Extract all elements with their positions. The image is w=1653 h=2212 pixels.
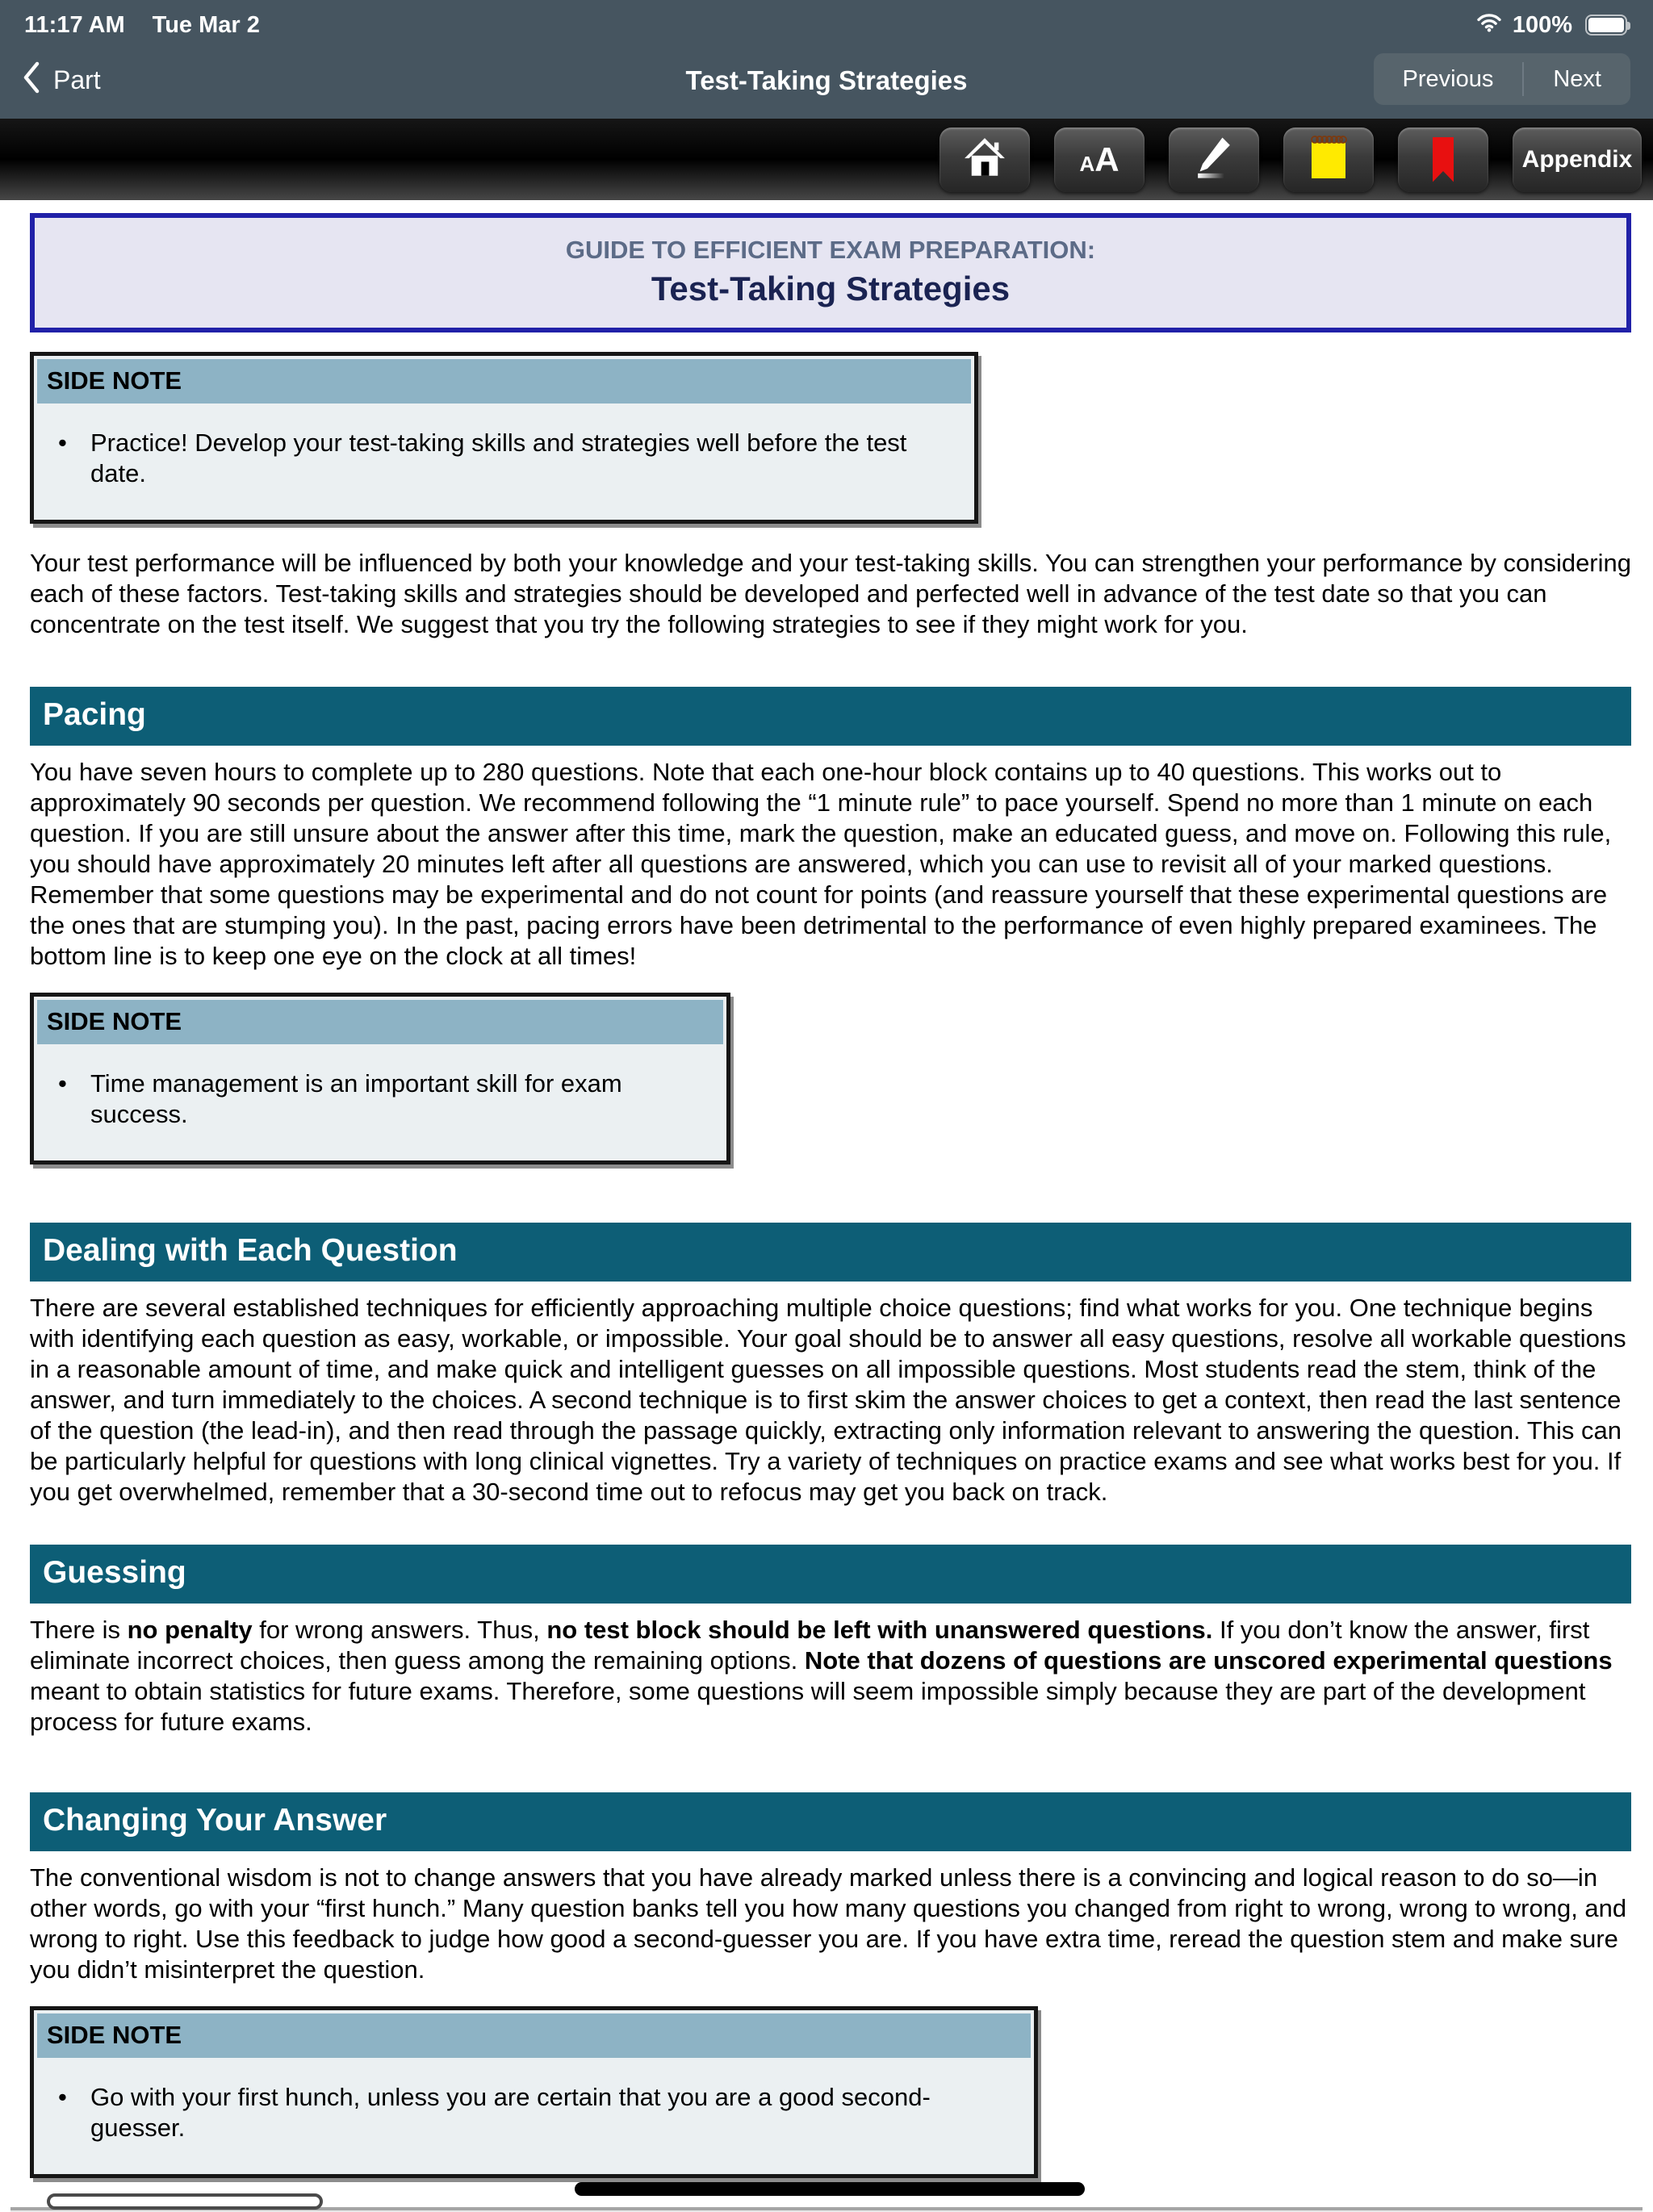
bullet-icon [58,428,90,458]
date: Tue Mar 2 [152,11,260,38]
chevron-left-icon [23,61,40,100]
section-heading-dealing: Dealing with Each Question [30,1223,1631,1282]
title-main: Test-Taking Strategies [651,270,1011,307]
bullet-icon [58,2082,90,2113]
section-heading-changing: Changing Your Answer [30,1792,1631,1851]
previous-button[interactable]: Previous [1402,65,1494,92]
bookmark-button[interactable] [1398,128,1488,192]
home-button[interactable] [939,128,1030,192]
section-paragraph-pacing: You have seven hours to complete up to 280 questions. Note that each one-hour block contains up to 40 questions. This works out to approximately 90 seconds per question. We recommend following the “1 minute rule” to pace yourself. Spend no more than 1 minute on each question. If you are still unsure about the answer after this time, mark the question, make an educated guess, and move on. Following this rule, you should have approximately 20 minutes left after all questions are answered, which you can use to revisit all of your marked questions. Remember that some questions may be experimental and do not count for points (and reassure yourself that these experimental questions are the ones that are stumping you). In the past, pacing errors have been detrimental to the performance of even highly prepared examinees. The bottom line is to keep one eye on the clock at all times! [30,758,1612,970]
document-title-box [30,213,1631,332]
home-indicator[interactable] [575,2182,1085,2196]
section-heading-pacing: Pacing [30,687,1631,746]
next-button[interactable]: Next [1553,65,1601,92]
bullet-icon [58,1068,90,1099]
back-button[interactable] [23,61,101,100]
back-label: Part [53,65,101,94]
side-note-label: SIDE NOTE [37,1000,723,1044]
section-paragraph-changing: The conventional wisdom is not to change answers that you have already marked unless there is a convincing and logical reason to do so—in other words, go with your “first hunch.” Many question banks tell you how many questions you changed from right to wrong, wrong to wrong, and wrong to right. Use this feedback to judge how good a second-guesser you are. If you have extra time, reread the question stem and make sure you didn’t misinterpret the question. [30,1863,1627,1984]
text-size-icon: AA [1079,140,1119,178]
highlighter-icon [1191,135,1237,184]
title-kicker: GUIDE TO EFFICIENT EXAM PREPARATION: [565,236,1096,264]
document-body [0,213,1653,2212]
pager-control [1374,53,1630,105]
wifi-icon [1475,11,1503,39]
nav-bar [0,42,1653,119]
battery-icon [1585,15,1627,36]
side-note-text: Time management is an important skill for exam success. [90,1069,622,1128]
section-heading-guessing: Guessing [30,1545,1631,1604]
text-size-button[interactable] [1054,128,1145,192]
side-note-label: SIDE NOTE [37,2013,1031,2058]
side-note-text: Go with your first hunch, unless you are certain that you are a good second-guesser. [90,2083,931,2142]
partial-bottom-button[interactable] [47,2193,323,2210]
battery-percent: 100% [1512,11,1572,38]
top-chrome [0,0,1653,119]
status-bar [0,0,1653,42]
section-paragraph-guessing: There is no penalty for wrong answers. Thus, no test block should be left with unanswered questions. If you don’t know the answer, first eliminate incorrect choices, then guess among the remaining options. Note that dozens of questions are unscored experimental questions meant to obtain statistics for future exams. Therefore, some questions will seem impossible simply because they are part of the development process for future exams. [30,1616,1613,1736]
section-paragraph-dealing: There are several established techniques for efficiently approaching multiple choice questions; find what works for you. One technique begins with identifying each question as easy, workable, or impossible. Your goal should be to answer all easy questions, resolve all workable questions in a reasonable amount of time, and make quick and intelligent guesses on all impossible questions. Most students read the stem, think of the answer, and turn immediately to the choices. A second technique is to first skim the answer choices to get a context, then read the last sentence of the question (the lead-in), and then read through the passage quickly, extracting only information relevant to answering the question. This can be particularly helpful for questions with long clinical vignettes. Try a variety of techniques on practice exams and see what works best for you. If you get overwhelmed, remember that a 30-second time out to refocus may get you back on track. [30,1294,1626,1506]
highlighter-button[interactable] [1169,128,1259,192]
bookmark-icon [1433,137,1454,182]
side-note-text: Practice! Develop your test-taking skills and strategies well before the test date. [90,429,907,487]
appendix-button[interactable]: Appendix [1513,128,1642,192]
clock: 11:17 AM [24,11,125,38]
side-note [30,993,730,1165]
notes-button[interactable] [1283,128,1374,192]
side-note [30,2006,1038,2178]
intro-paragraph: Your test performance will be influenced by both your knowledge and your test-taking skills. You can strengthen your performance by considering each of these factors. Test-taking skills and strategies should be developed and perfected well in advance of the test date so that you can concentrate on the test itself. We suggest that you try the following strategies to see if they might work for you. [30,549,1631,638]
icon-toolbar [0,119,1653,200]
side-note [30,352,978,524]
side-note-label: SIDE NOTE [37,359,971,404]
home-icon [962,136,1007,182]
notepad-icon [1307,133,1350,186]
page-title: Test-Taking Strategies [685,65,968,95]
